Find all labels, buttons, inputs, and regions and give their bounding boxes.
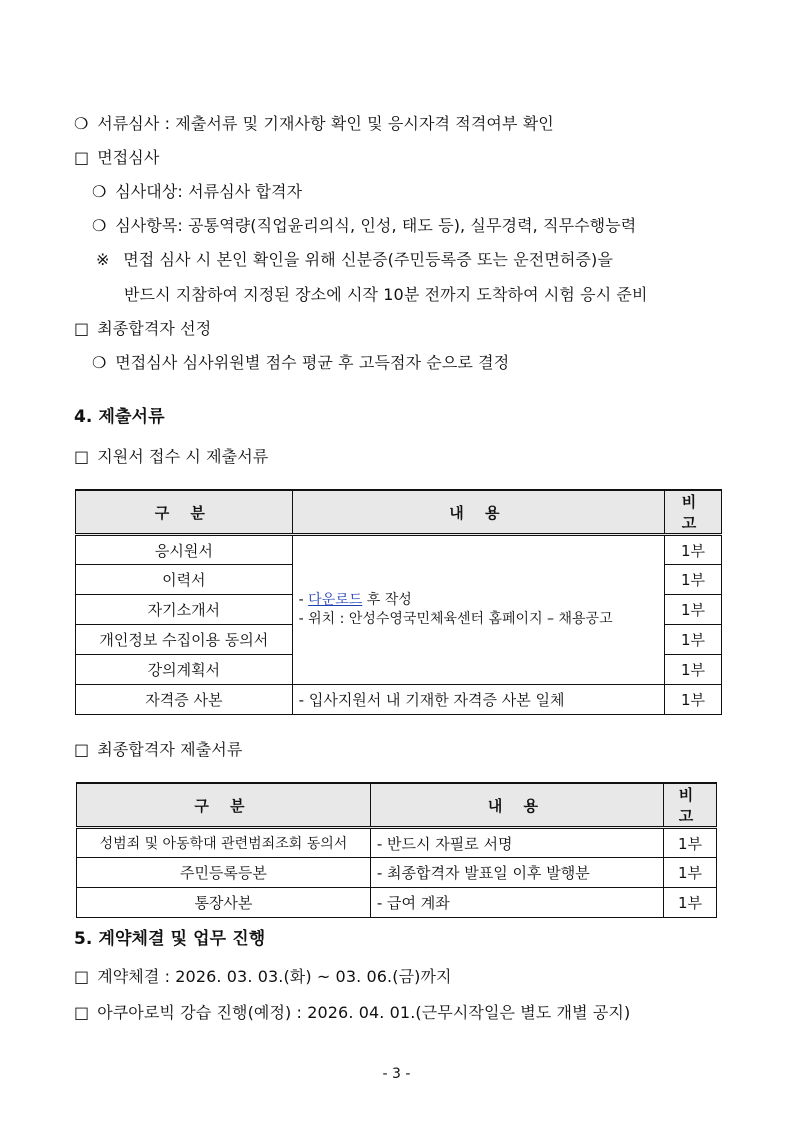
- square-bullet-icon: □: [74, 148, 90, 167]
- table-header-content: 내 용: [370, 783, 663, 828]
- final-heading-line: [74, 318, 211, 340]
- application-documents-table: [75, 489, 722, 715]
- table-cell-note: 1부: [665, 685, 722, 715]
- table-cell-note: 1부: [664, 858, 717, 888]
- contract-text: 계약체결 : 2026. 03. 03.(화) ~ 03. 06.(금)까지: [97, 967, 452, 986]
- table-row: [76, 685, 722, 715]
- note-mark-icon: ※: [96, 250, 110, 269]
- table-cell-note: 1부: [665, 655, 722, 685]
- table-header-category: 구 분: [76, 490, 293, 535]
- document-review-text: 서류심사 : 제출서류 및 기재사항 확인 및 응시자격 적격여부 확인: [97, 114, 554, 133]
- id-note-line-2: [124, 284, 648, 306]
- id-note-line-1: [96, 249, 613, 271]
- circle-bullet-icon: ❍: [92, 216, 107, 235]
- interview-target-text: 심사대상: 서류심사 합격자: [115, 182, 303, 201]
- table-header-note: 비 고: [664, 783, 717, 828]
- table-row: [76, 535, 722, 565]
- table-cell-content: - 입사지원서 내 기재한 자격증 사본 일체: [292, 685, 664, 715]
- table-header-content: 내 용: [292, 490, 664, 535]
- table-cell-note: 1부: [665, 565, 722, 595]
- table1-title: 지원서 접수 시 제출서류: [97, 447, 269, 466]
- download-suffix: 후 작성: [362, 592, 412, 608]
- table-cell-note: 1부: [664, 828, 717, 858]
- training-text: 아쿠아로빅 강습 진행(예정) : 2026. 04. 01.(근무시작일은 별도 개별 공지): [97, 1003, 631, 1022]
- table-cell-merged-content: [292, 535, 664, 685]
- square-bullet-icon: □: [74, 1003, 90, 1022]
- table-cell-item: 개인정보 수집이용 동의서: [76, 625, 293, 655]
- section4-title: 4. 제출서류: [74, 407, 165, 427]
- id-note-text-2: 반드시 지참하여 지정된 장소에 시작 10분 전까지 도착하여 시험 응시 준비: [124, 285, 648, 304]
- table-cell-note: 1부: [664, 888, 717, 918]
- table-cell-content: - 반드시 자필로 서명: [370, 828, 663, 858]
- document-review-line: [74, 113, 554, 135]
- square-bullet-icon: □: [74, 447, 90, 466]
- circle-bullet-icon: ❍: [74, 114, 89, 133]
- final-title: 최종합격자 선정: [97, 319, 212, 338]
- interview-heading-line: [74, 147, 159, 169]
- table-row: [77, 888, 717, 918]
- table2-title: 최종합격자 제출서류: [97, 740, 243, 759]
- final-method-line: [92, 352, 509, 374]
- section5-title: 5. 계약체결 및 업무 진행: [74, 929, 266, 949]
- interview-items-text: 심사항목: 공통역량(직업윤리의식, 인성, 태도 등), 실무경력, 직무수행능력: [115, 216, 637, 235]
- id-note-text-1: 면접 심사 시 본인 확인을 위해 신분증(주민등록증 또는 운전면허증)을: [123, 250, 613, 269]
- circle-bullet-icon: ❍: [92, 182, 107, 201]
- table-cell-item: 자격증 사본: [76, 685, 293, 715]
- table-cell-item: 자기소개서: [76, 595, 293, 625]
- download-line: [299, 591, 658, 610]
- table-cell-item: 통장사본: [77, 888, 371, 918]
- table-cell-note: 1부: [665, 535, 722, 565]
- final-method-text: 면접심사 심사위원별 점수 평균 후 고득점자 순으로 결정: [115, 353, 510, 372]
- interview-title: 면접심사: [97, 148, 160, 167]
- table-row: [77, 858, 717, 888]
- table-cell-item: 강의계획서: [76, 655, 293, 685]
- interview-items-line: [92, 215, 636, 237]
- table-header-note: 비 고: [665, 490, 722, 535]
- table2-title-line: [74, 739, 242, 761]
- page-number: - 3 -: [382, 1066, 411, 1082]
- location-line: - 위치 : 안성수영국민체육센터 홈페이지 – 채용공고: [298, 611, 613, 627]
- square-bullet-icon: □: [74, 319, 90, 338]
- training-line: [74, 1002, 630, 1024]
- table-cell-note: 1부: [665, 595, 722, 625]
- table-cell-item: 이력서: [76, 565, 293, 595]
- table-cell-content: - 급여 계좌: [370, 888, 663, 918]
- table-header-category: 구 분: [77, 783, 371, 828]
- table-cell-note: 1부: [665, 625, 722, 655]
- download-link[interactable]: 다운로드: [308, 592, 363, 608]
- table-cell-item: 성범죄 및 아동학대 관련범죄조회 동의서: [77, 828, 371, 858]
- dash-prefix: -: [298, 592, 309, 608]
- table-row: [77, 828, 717, 858]
- circle-bullet-icon: ❍: [92, 353, 107, 372]
- interview-target-line: [92, 181, 302, 203]
- table1-title-line: [74, 446, 268, 468]
- contract-line: [74, 966, 452, 988]
- table-cell-item: 주민등록등본: [77, 858, 371, 888]
- square-bullet-icon: □: [74, 967, 90, 986]
- table-cell-content: - 최종합격자 발표일 이후 발행분: [370, 858, 663, 888]
- final-documents-table: [76, 782, 717, 918]
- table-cell-item: 응시원서: [76, 535, 293, 565]
- square-bullet-icon: □: [74, 740, 90, 759]
